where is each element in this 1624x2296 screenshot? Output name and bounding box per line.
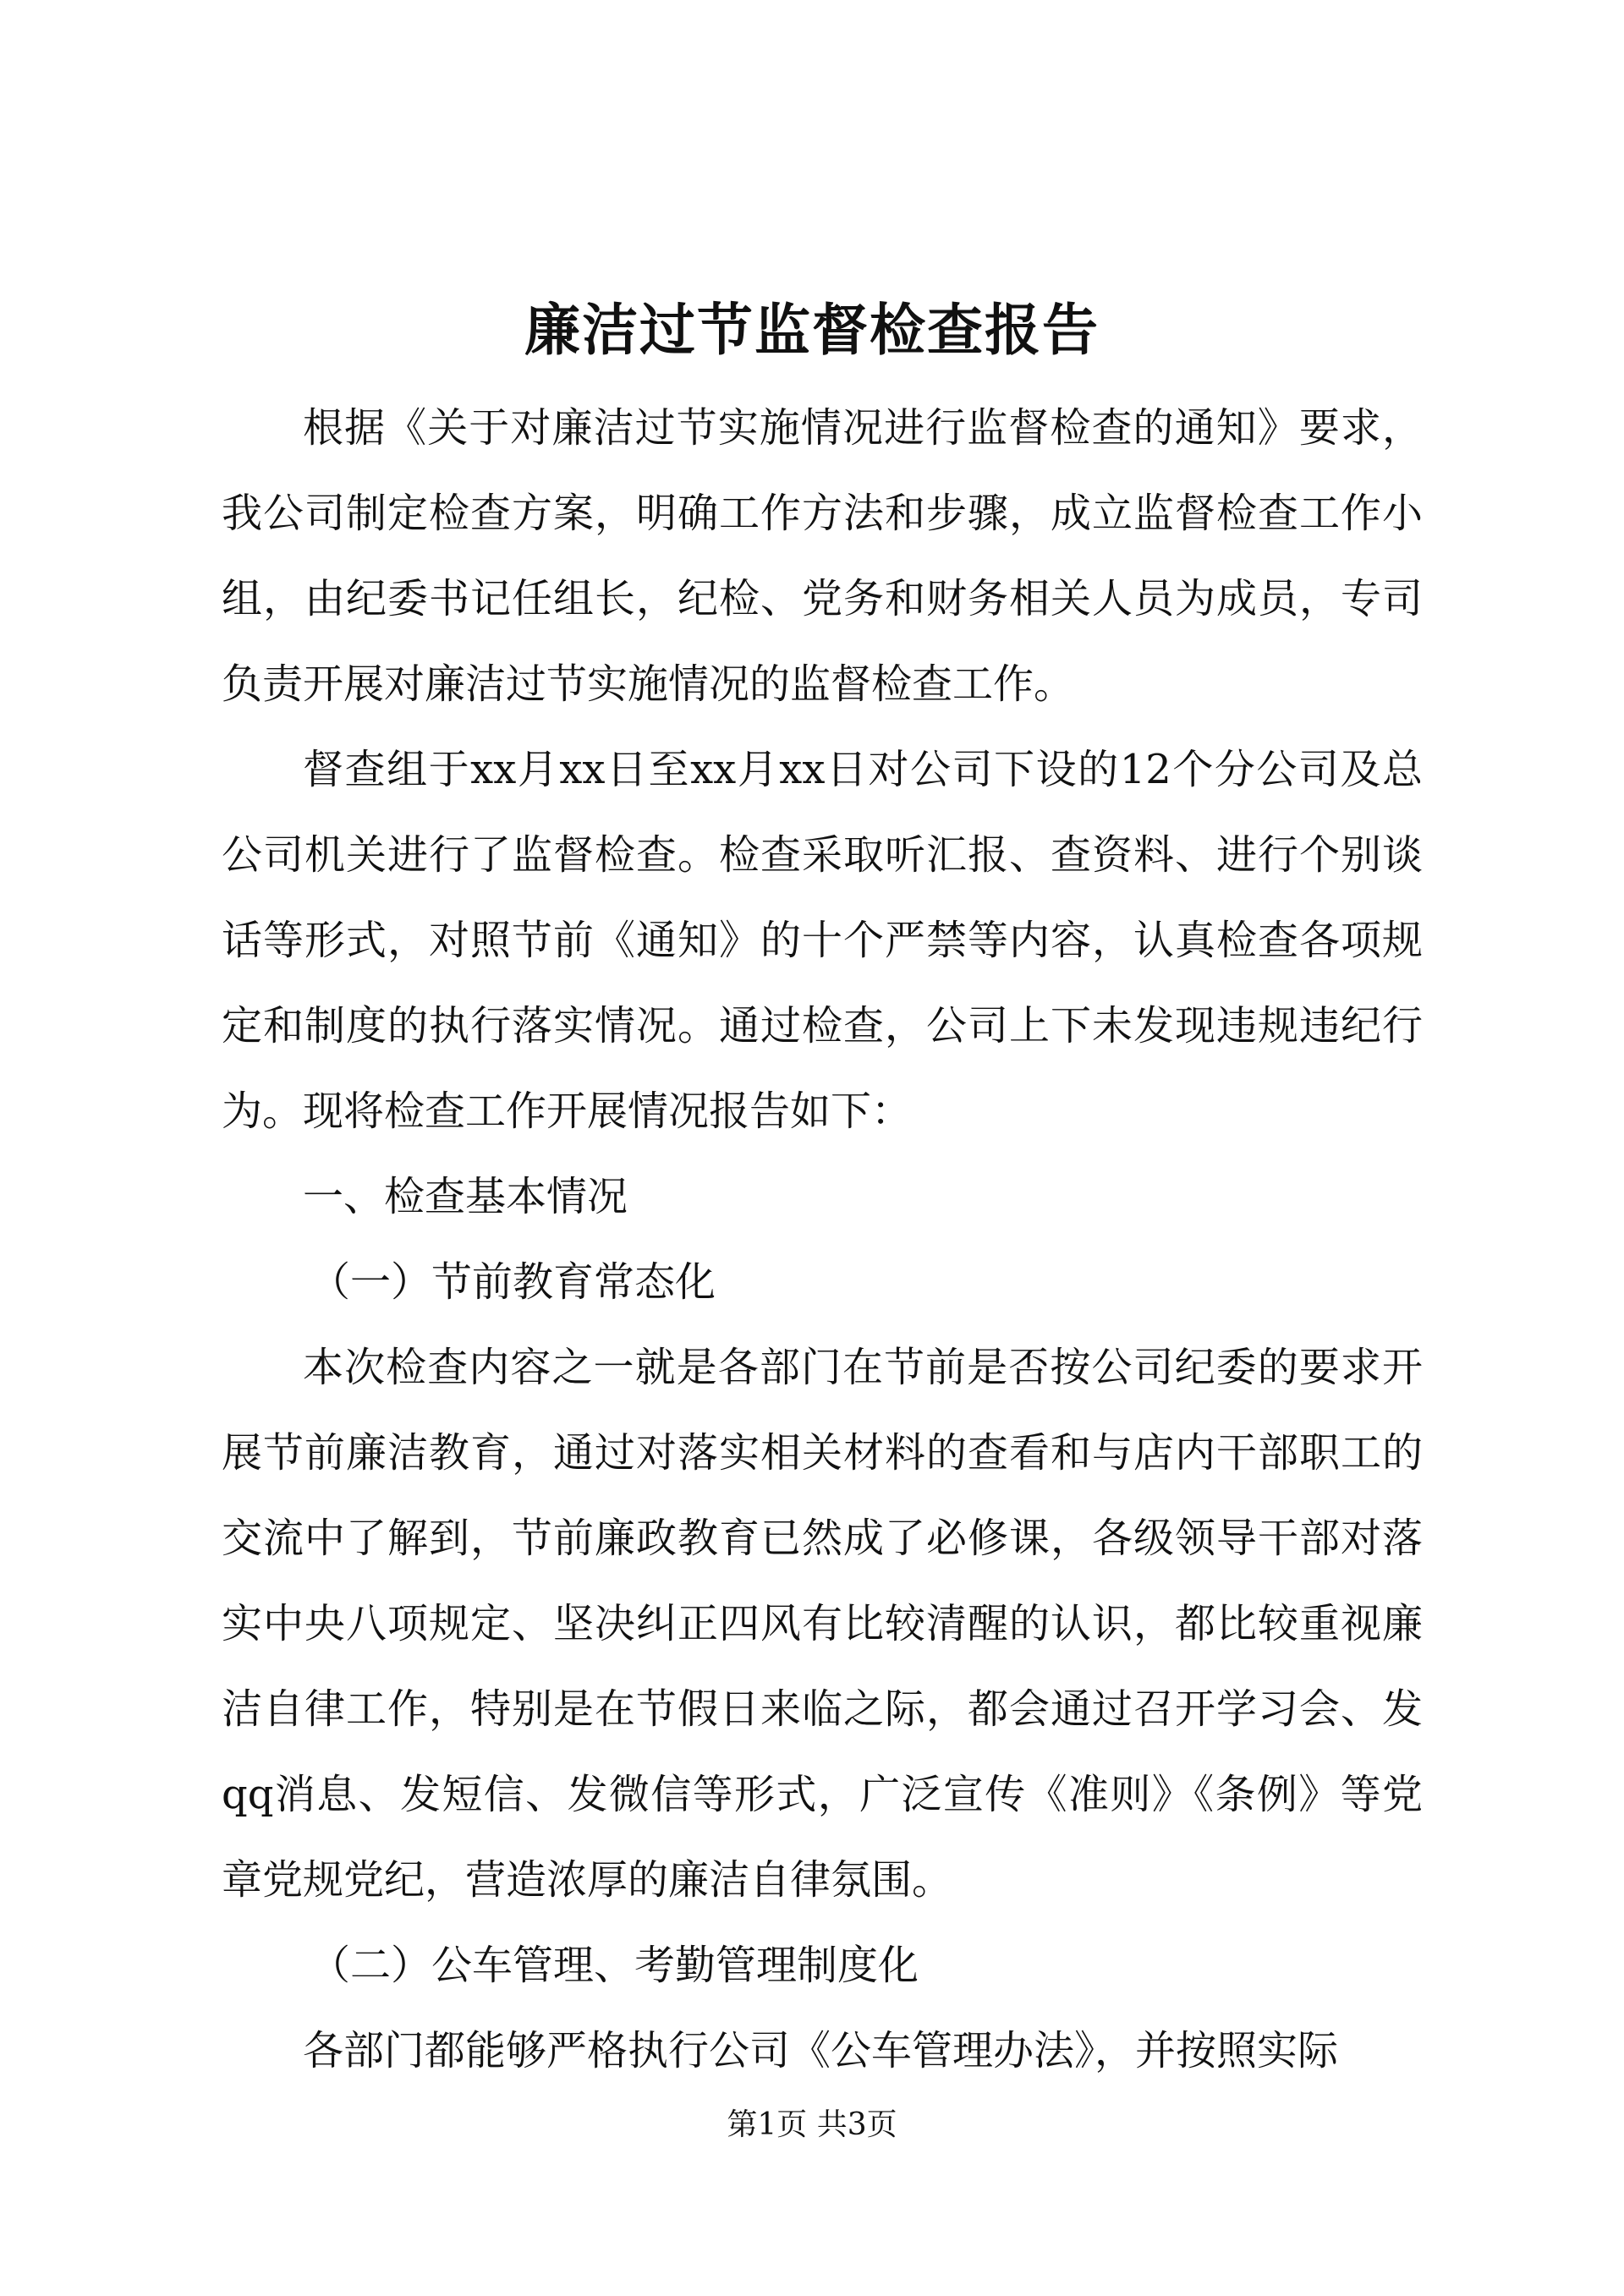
paragraph-intro: 根据《关于对廉洁过节实施情况进行监督检查的通知》要求，我公司制定检查方案，明确工作方法和步骤，成立监督检查工作小组，由纪委书记任组长，纪检、党务和财务相关人员为成员，专司负责开展对廉洁过节实施情况的监督检查工作。: [222, 404, 1423, 708]
paragraph-education: 本次检查内容之一就是各部门在节前是否按公司纪委的要求开展节前廉洁教育，通过对落实相关材料的查看和与店内干部职工的交流中了解到，节前廉政教育已然成了必修课，各级领导干部对落实中央八项规定、坚决纠正四风有比较清醒的认识，都比较重视廉洁自律工作，特别是在节假日来临之际，都会通过召开学习会、发qq消息、发短信、发微信等形式，广泛宣传《准则》《条例》等党章党规党纪，营造浓厚的廉洁自律氛围。: [222, 1344, 1423, 1904]
page-footer: 第1页 共3页: [727, 2107, 897, 2142]
subheading-education: （一）节前教育常态化: [310, 1258, 716, 1306]
section-heading-basic-situation: 一、检查基本情况: [303, 1173, 628, 1220]
subheading-vehicle-attendance: （二）公车管理、考勤管理制度化: [310, 1942, 919, 1989]
document-title: 廉洁过节监督检查报告: [524, 297, 1100, 363]
paragraph-vehicle-management: 各部门都能够严格执行公司《公车管理办法》，并按照实际: [303, 2027, 1339, 2074]
paragraph-inspection-summary: 督查组于xx月xx日至xx月xx日对公司下设的12个分公司及总公司机关进行了监督检查。检查采取听汇报、查资料、进行个别谈话等形式，对照节前《通知》的十个严禁等内容，认真检查各项规定和制度的执行落实情况。通过检查，公司上下未发现违规违纪行为。现将检查工作开展情况报告如下：: [222, 746, 1423, 1135]
document-body: [222, 386, 1423, 2094]
